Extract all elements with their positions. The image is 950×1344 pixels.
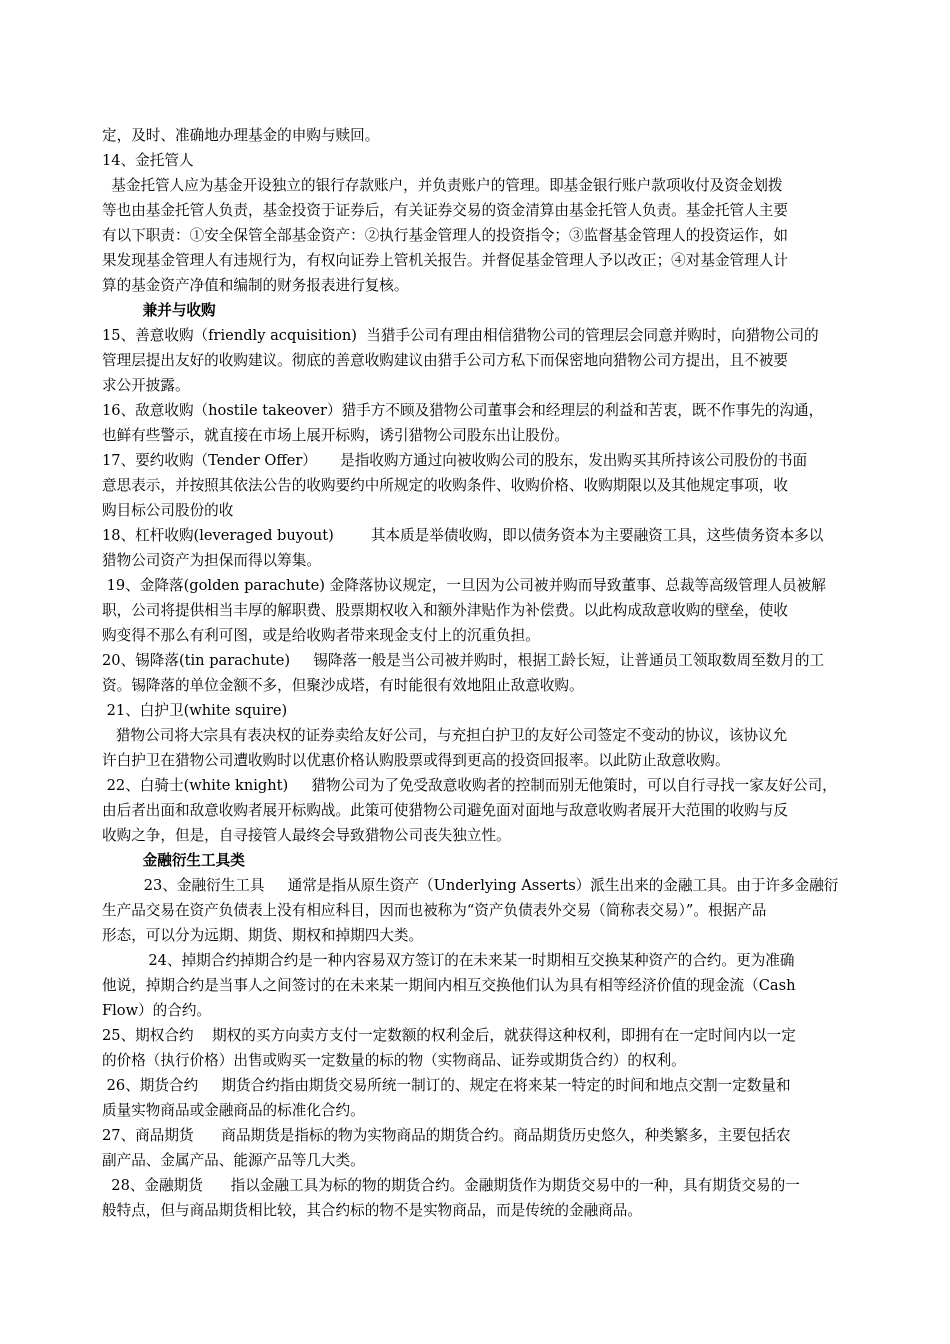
text-line: 生产品交易在资产负债表上没有相应科目，因而也被称为“资产负债表外交易（简称表交易）”。根据产品 [102, 902, 767, 919]
text-line: 19、金降落(golden parachute) 金降落协议规定，一旦因为公司被并购而导致董事、总裁等高级管理人员被解 [102, 577, 826, 594]
text-line: 21、白护卫(white squire) [102, 702, 288, 719]
text-line: 的价格（执行价格）出售或购买一定数量的标的物（实物商品、证券或期货合约）的权利。 [102, 1052, 686, 1069]
text-line: 28、金融期货 指以金融工具为标的物的期货合约。金融期货作为期货交易中的一种，具有期货交易的一 [102, 1177, 800, 1194]
text-line: 20、锡降落(tin parachute) 锡降落一般是当公司被并购时，根据工龄长短，让普通员工领取数周至数月的工 [102, 652, 825, 669]
text-line: 算的基金资产净值和编制的财务报表进行复核。 [102, 277, 409, 294]
text-line: 14、金托管人 [102, 152, 194, 169]
text-line: 果发现基金管理人有违规行为，有权向证券上管机关报告。并督促基金管理人予以改正；④对基金管理人计 [102, 252, 788, 269]
section-heading: 兼并与收购 [102, 302, 216, 319]
text-line: 管理层提出友好的收购建议。彻底的善意收购建议由猎手公司方私下而保密地向猎物公司方提出，且不被要 [102, 352, 788, 369]
text-line: Flow）的合约。 [102, 1002, 212, 1019]
text-line: 猎物公司将大宗具有表决权的证券卖给友好公司，与充担白护卫的友好公司签定不变动的协议，该协议允 [102, 727, 788, 744]
text-line: 基金托管人应为基金开设独立的银行存款账户，并负责账户的管理。即基金银行账户款项收付及资金划拨 [102, 177, 783, 194]
text-line: 资。锡降落的单位金额不多，但聚沙成塔，有时能很有效地阻止敌意收购。 [102, 677, 584, 694]
text-line: 质量实物商品或金融商品的标准化合约。 [102, 1102, 365, 1119]
text-line: 许白护卫在猎物公司遭收购时以优惠价格认购股票或得到更高的投资回报率。以此防止敌意收购。 [102, 752, 730, 769]
text-line: 等也由基金托管人负责，基金投资于证券后，有关证券交易的资金清算由基金托管人负责。基金托管人主要 [102, 202, 788, 219]
text-line: 定，及时、准确地办理基金的申购与赎回。 [102, 127, 380, 144]
text-line: 也鲜有些警示，就直接在市场上展开标购，诱引猎物公司股东出让股份。 [102, 427, 570, 444]
text-line: 收购之争，但是，自寻接管人最终会导致猎物公司丧失独立性。 [102, 827, 511, 844]
text-line: 意思表示，并按照其依法公告的收购要约中所规定的收购条件、收购价格、收购期限以及其他规定事项，收 [102, 477, 788, 494]
text-line: 15、善意收购（friendly acquisition) 当猎手公司有理由相信猎物公司的管理层会同意并购时，向猎物公司的 [102, 327, 819, 344]
text-line: 16、敌意收购（hostile takeover）猎手方不顾及猎物公司董事会和经理层的利益和苦衷，既不作事先的沟通， [102, 402, 824, 419]
text-line: 购目标公司股份的收 [102, 502, 234, 519]
text-line: 27、商品期货 商品期货是指标的物为实物商品的期货合约。商品期货历史悠久，种类繁多，主要包括农 [102, 1127, 791, 1144]
text-line: 形态，可以分为远期、期货、期权和掉期四大类。 [102, 927, 424, 944]
text-line: 25、期权合约 期权的买方向卖方支付一定数额的权利金后，就获得这种权利，即拥有在一定时间内以一定 [102, 1027, 796, 1044]
text-line: 由后者出面和敌意收购者展开标购战。此策可使猎物公司避免面对面地与敌意收购者展开大范围的收购与反 [102, 802, 788, 819]
text-line: 般特点，但与商品期货相比较，其合约标的物不是实物商品，而是传统的金融商品。 [102, 1202, 642, 1219]
text-line: 求公开披露。 [102, 377, 190, 394]
text-line: 职，公司将提供相当丰厚的解职费、股票期权收入和额外津贴作为补偿费。以此构成敌意收购的壁垒，使收 [102, 602, 788, 619]
text-line: 他说，掉期合约是当事人之间签讨的在未来某一期间内相互交换他们认为具有相等经济价值的现金流（Cash [102, 977, 796, 994]
text-line: 24、掉期合约掉期合约是一种内容易双方签订的在未来某一时期相互交换某种资产的合约。更为准确 [102, 952, 795, 969]
text-line: 猎物公司资产为担保而得以筹集。 [102, 552, 321, 569]
text-line: 22、白骑士(white knight) 猎物公司为了免受敌意收购者的控制而别无他策时，可以自行寻找一家友好公司， [102, 777, 837, 794]
text-line: 有以下职责：①安全保管全部基金资产：②执行基金管理人的投资指令；③监督基金管理人的投资运作，如 [102, 227, 788, 244]
text-line: 副产品、金属产品、能源产品等几大类。 [102, 1152, 365, 1169]
section-heading: 金融衍生工具类 [102, 852, 245, 869]
text-line: 26、期货合约 期货合约指由期货交易所统一制订的、规定在将来某一特定的时间和地点交割一定数量和 [102, 1077, 791, 1094]
document-body [102, 123, 892, 1223]
text-line: 23、金融衍生工具 通常是指从原生资产（Underlying Asserts）派生出来的金融工具。由于许多金融衍 [102, 877, 839, 894]
text-line: 购变得不那么有利可图，或是给收购者带来现金支付上的沉重负担。 [102, 627, 540, 644]
text-line: 18、杠杆收购(leveraged buyout) 其本质是举债收购，即以债务资本为主要融资工具，这些债务资本多以 [102, 527, 824, 544]
text-line: 17、要约收购（Tender Offer） 是指收购方通过向被收购公司的股东，发出购买其所持该公司股份的书面 [102, 452, 808, 469]
